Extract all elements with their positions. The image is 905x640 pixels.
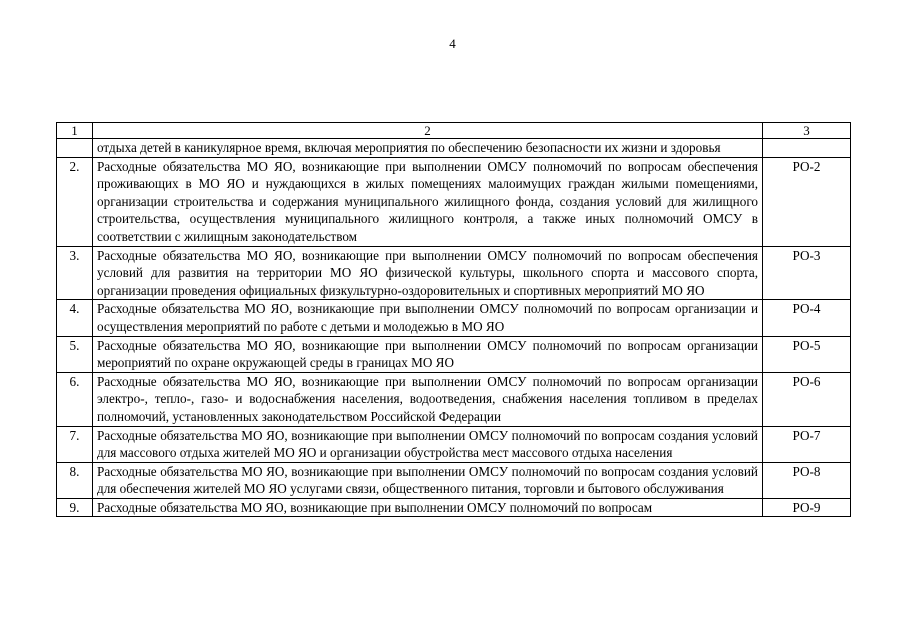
row-description: Расходные обязательства МО ЯО, возникающие при выполнении ОМСУ полномочий по вопросам [93, 498, 763, 517]
table-row [57, 157, 851, 246]
table-row [57, 498, 851, 517]
table-row [57, 372, 851, 426]
table-header-row [57, 123, 851, 139]
row-number: 7. [57, 426, 93, 462]
row-description: Расходные обязательства МО ЯО, возникающие при выполнении ОМСУ полномочий по вопросам организации мероприятий по охране окружающей среды в границах МО ЯО [93, 336, 763, 372]
row-code: РО-2 [763, 157, 851, 246]
row-number: 6. [57, 372, 93, 426]
row-code [763, 139, 851, 158]
row-code: РО-6 [763, 372, 851, 426]
row-code: РО-5 [763, 336, 851, 372]
row-description: Расходные обязательства МО ЯО, возникающие при выполнении ОМСУ полномочий по вопросам организации электро-, тепло-, газо- и водоснабжения населения, водоотведения, снабжения населения топливом в пределах полномочий, установленных законодательством Российской Федерации [93, 372, 763, 426]
row-number: 8. [57, 462, 93, 498]
row-description: Расходные обязательства МО ЯО, возникающие при выполнении ОМСУ полномочий по вопросам создания условий для массового отдыха жителей МО ЯО и организации обустройства мест массового отдыха населения [93, 426, 763, 462]
row-code: РО-7 [763, 426, 851, 462]
row-number: 2. [57, 157, 93, 246]
row-description: Расходные обязательства МО ЯО, возникающие при выполнении ОМСУ полномочий по вопросам организации и осуществления мероприятий по работе с детьми и молодежью в МО ЯО [93, 300, 763, 336]
table-row [57, 139, 851, 158]
row-code: РО-9 [763, 498, 851, 517]
obligations-table [56, 122, 851, 517]
row-description: Расходные обязательства МО ЯО, возникающие при выполнении ОМСУ полномочий по вопросам обеспечения проживающих в МО ЯО и нуждающихся в жилых помещениях малоимущих граждан жилыми помещениями, организации строительства и содержания муниципального жилищного фонда, создания условий для жилищного строительства, осуществления муниципального жилищного контроля, а также иных полномочий ОМСУ в соответствии с жилищным законодательством [93, 157, 763, 246]
row-number: 5. [57, 336, 93, 372]
table-row [57, 246, 851, 300]
row-code: РО-3 [763, 246, 851, 300]
header-col-2: 2 [93, 123, 763, 139]
table-row [57, 426, 851, 462]
page-number: 4 [449, 36, 456, 51]
row-number: 9. [57, 498, 93, 517]
row-number: 4. [57, 300, 93, 336]
header-col-1: 1 [57, 123, 93, 139]
row-code: РО-4 [763, 300, 851, 336]
row-description: Расходные обязательства МО ЯО, возникающие при выполнении ОМСУ полномочий по вопросам создания условий для обеспечения жителей МО ЯО услугами связи, общественного питания, торговли и бытового обслуживания [93, 462, 763, 498]
table-row [57, 462, 851, 498]
row-code: РО-8 [763, 462, 851, 498]
row-description: отдыха детей в каникулярное время, включая мероприятия по обеспечению безопасности их жизни и здоровья [93, 139, 763, 158]
table-row [57, 336, 851, 372]
table-row [57, 300, 851, 336]
row-number [57, 139, 93, 158]
row-number: 3. [57, 246, 93, 300]
header-col-3: 3 [763, 123, 851, 139]
row-description: Расходные обязательства МО ЯО, возникающие при выполнении ОМСУ полномочий по вопросам обеспечения условий для развития на территории МО ЯО физической культуры, школьного спорта и массового спорта, организации проведения официальных физкультурно-оздоровительных и спортивных мероприятий МО ЯО [93, 246, 763, 300]
